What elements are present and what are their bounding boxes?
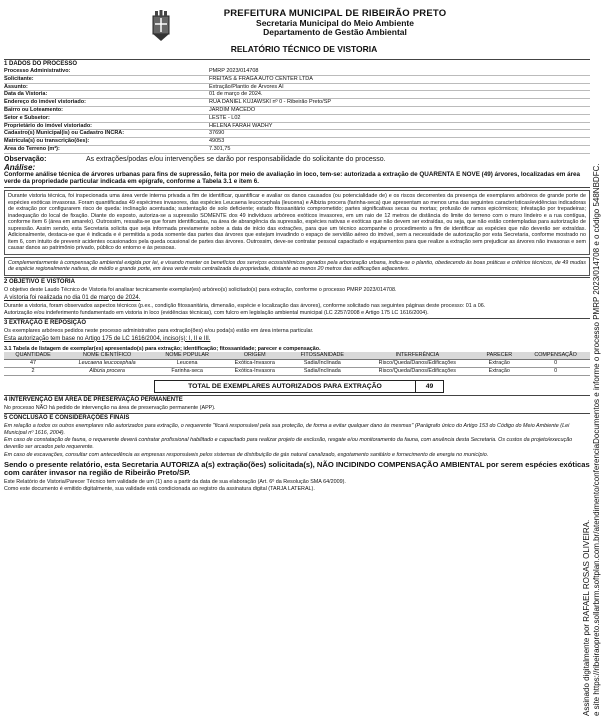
section-2-text-2: Durante a vistoria, foram observados aspectos técnicos (p.ex., condição fitossanitária, dimensão, espécie e localização das árvores), conforme solicitado nas seguintes páginas deste processo: 01 a 06. xyxy=(4,302,486,309)
digital-signature-stamp xyxy=(582,16,602,716)
table-cell: Leucena xyxy=(152,360,222,368)
table-cell: Sadia/Inclinada xyxy=(287,368,357,376)
section-3-text-1: Os exemplares arbóreos pedidos neste processo administrativo para extração(ões) e/ou poda(s) estão em área interna particular. xyxy=(4,327,314,334)
process-field-label: Data da Vistoria: xyxy=(4,91,48,98)
total-row xyxy=(154,380,590,393)
process-field-label: Bairro ou Loteamento: xyxy=(4,106,63,113)
process-field-row xyxy=(4,130,590,138)
table-column-header: FITOSSANIDADE xyxy=(287,352,357,360)
process-field-row xyxy=(4,84,590,92)
table-column-header: INTERFERÊNCIA xyxy=(357,352,477,360)
table-cell: Leucaena leucocephala xyxy=(62,360,152,368)
table-cell: Albizia procera xyxy=(62,368,152,376)
process-field-row xyxy=(4,107,590,115)
section-1-title: 1 DADOS DO PROCESSO xyxy=(4,59,590,68)
process-field-value: RUA DANIEL KUJAWSKI nº 0 - Ribeirão Preto/SP xyxy=(209,99,332,106)
table-cell: Extração xyxy=(477,368,521,376)
process-field-label: Processo Administrativo: xyxy=(4,68,71,74)
table-title: 3.1 Tabela de listagem de exemplar(es) apresentado(s) para extração; identificação; fitossanidade; parecer e compensação. xyxy=(4,345,321,352)
process-field-value: 49053 xyxy=(209,138,225,145)
header-line-1: PREFEITURA MUNICIPAL DE RIBEIRÃO PRETO xyxy=(223,8,447,19)
process-field-value: 7.301,75 xyxy=(209,145,231,152)
section-3-underlined: Esta autorização tem base no Artigo 175 de LC 1616/2004, inciso(s): I, II e III. xyxy=(4,335,211,342)
table-cell: Extração xyxy=(477,360,521,368)
table-cell: Risco/Queda/Danos/Edificações xyxy=(357,360,477,368)
signature-line-1: Assinado digitalmente por RAFAEL ROSAS OLIVEIRA. xyxy=(582,519,591,716)
header-line-2: Secretaria Municipal do Meio Ambiente xyxy=(256,18,414,28)
table-row xyxy=(4,360,590,368)
process-field-label: Proprietário do imóvel vistoriado: xyxy=(4,122,93,129)
table-column-header: PARECER xyxy=(477,352,521,360)
section-5-title: 5 CONCLUSÃO E CONSIDERAÇÕES FINAIS xyxy=(4,413,590,422)
table-column-header: ORIGEM xyxy=(222,352,287,360)
process-field-value: FREITAS & FRAGA AUTO CENTER LTDA xyxy=(209,75,313,82)
section-5-text-3: Em caso de escavações, consultar com antecedência as empresas responsáveis pelos sistemas de distribuição de gás natural canalizado, esgotamento sanitário e fornecimento de energia no município. xyxy=(4,451,489,458)
section-2-text-1: O objetivo deste Laudo Técnico de Vistoria foi analisar tecnicamente exemplar(es) arbóreo(s) solicitado(s) para extração, conforme o processo PMRP 2023/014708. xyxy=(4,286,397,293)
total-label: TOTAL DE EXEMPLARES AUTORIZADOS PARA EXTRAÇÃO xyxy=(154,380,416,393)
section-2-title: 2 OBJETIVO E VISTORIA xyxy=(4,277,590,286)
observation-text: As extrações/podas e/ou intervenções se darão por responsabilidade do solicitante do processo. xyxy=(86,155,386,163)
table-cell: Risco/Queda/Danos/Edificações xyxy=(357,368,477,376)
section-2-text-3: Autorização e/ou indeferimento fundamentado em vistoria in loco (evidências técnicas), com fulcro em legislação ambiental municipal (LC 2257/2008 e Artigo 175 LC 1616/2004). xyxy=(4,310,429,317)
process-field-row xyxy=(4,146,590,154)
process-field-value: Extração/Plantio de Árvores AI xyxy=(209,83,284,90)
table-column-header: COMPENSAÇÃO xyxy=(521,352,590,360)
process-field-value: HELENA FARAH WADHY xyxy=(209,122,273,129)
table-cell: 0 xyxy=(521,360,590,368)
process-field-label: Cadastro(s) Municipal(is) ou Cadastro INCRA: xyxy=(4,130,125,137)
process-field-value: 37690 xyxy=(209,130,225,137)
section-5-text-1: Em relação a todos os outros exemplares não autorizados para extração, o requerente "ficará responsável pela sua proteção, de forma a evitar qualquer dano às mesmas" (Parágrafo único do Artigo 153 do Código do Meio Ambiente (Lei Municipal nº 1616, 2004). xyxy=(4,423,570,436)
table-cell: Exótica-Invasora xyxy=(222,360,287,368)
table-row xyxy=(4,368,590,376)
process-field-label: Solicitante: xyxy=(4,75,34,82)
observation xyxy=(4,156,590,163)
section-5-text-4: Este Relatório de Vistoria/Parecer Técnico tem validade de um (1) ano a partir da data de sua elaboração (Art. 6º da Resolução SMA 64/2009). xyxy=(4,478,346,485)
process-data-list xyxy=(4,68,590,154)
total-value: 49 xyxy=(416,380,444,393)
process-field-value: 01 de março de 2024. xyxy=(209,91,263,98)
document-content xyxy=(4,58,590,493)
process-field-value: LESTE - L02 xyxy=(209,114,241,121)
process-field-label: Assunto: xyxy=(4,83,28,90)
section-4-text: No processo NÃO há pedido de intervenção na área de preservação permanente (APP). xyxy=(4,405,216,412)
process-field-row xyxy=(4,76,590,84)
section-5-text-2: Em caso de constatação de fauna, o requerente deverá contratar profissional habilitado e capacitado para realizar projeto de exclusão, resgate e/ou monitoramento da fauna, com anuência desta Secretaria. Os custos da projeto/execução deverão ser arcados pelo requerente. xyxy=(4,437,573,451)
process-field-label: Endereço do imóvel vistoriado: xyxy=(4,99,86,106)
table-column-header: NOME CIENTÍFICO xyxy=(62,352,152,360)
document-title: RELATÓRIO TÉCNICO DE VISTORIA xyxy=(230,44,378,54)
table-cell: Exótica-Invasora xyxy=(222,368,287,376)
analysis-label: Análise: xyxy=(4,162,36,172)
section-3-title: 3 EXTRAÇÃO E REPOSIÇÃO xyxy=(4,318,590,327)
signature-line-2: e site https://ribeiraopreto.sollarbrm.softplan.com.br/atendimento/conferenciaDocumentos e informe o processo PMRP 2023/014708 e o código 548NBDFC. xyxy=(592,163,601,716)
process-field-label: Área do Terreno (m²): xyxy=(4,145,60,152)
table-cell: 0 xyxy=(521,368,590,376)
table-column-header: NOME POPULAR xyxy=(152,352,222,360)
process-field-value: PMRP 2023/014708 xyxy=(209,68,259,74)
process-field-value: JARDIM MACEDO xyxy=(209,106,256,113)
compensation-box: Complementarmente à compensação ambiental exigida por lei, e visando manter os benefícios dos serviços ecossistêmicos gerados pela arborização urbana, indica-se o plantio, obedecendo às boas práticas e critérios técnicos, de 49 mudas de espécie regionalmente nativas, de médio e grande porte, em área verde mais centralizada da propriedade, distante ao menos 20 metros das edificações adjacentes. xyxy=(4,257,590,276)
table-cell: Sadia/Inclinada xyxy=(287,360,357,368)
observation-label: Observação: xyxy=(4,155,47,163)
process-field-row xyxy=(4,123,590,131)
header-line-3: Departamento de Gestão Ambiental xyxy=(263,27,407,37)
table-cell: 47 xyxy=(4,360,62,368)
section-2-underlined: A vistoria foi realizada no dia 01 de março de 2024. xyxy=(4,294,141,301)
species-table xyxy=(4,352,590,376)
process-field-row xyxy=(4,68,590,76)
process-field-label: Setor e Subsetor: xyxy=(4,114,50,121)
table-body xyxy=(4,360,590,376)
process-field-row xyxy=(4,99,590,107)
section-4-title: 4 INTERVENÇÃO EM ÁREA DE PRESERVAÇÃO PERMANENTE xyxy=(4,395,590,404)
process-field-row xyxy=(4,115,590,123)
final-decision: Sendo o presente relatório, esta Secretaria AUTORIZA a(s) extração(ões) solicitada(s), NÃO INCIDINDO COMPENSAÇÃO AMBIENTAL por serem espécies exóticas com caráter invasor na região de Ribeirão Preto/SP. xyxy=(4,459,590,478)
process-field-label: Matrícula(s) ou transcrição(ões): xyxy=(4,138,90,145)
process-field-row xyxy=(4,138,590,146)
table-column-header: QUANTIDADE xyxy=(4,352,62,360)
table-cell: Farinha-seca xyxy=(152,368,222,376)
inspection-details-box: Durante vistoria técnica, foi inspecionada uma área verde interna privada a fim de identificar, quantificar e avaliar os danos causados (ou potencialidade de) e os riscos decorrentes da presença de exemplares arbóreos de grande porte de espécies exóticas invasoras. Foram quantificadas 49 espécimes invasores, das espécies Leucaena leucocephala (leucena) e Albizia procera (farinha-seca) que apresentam ao menos uma das seguintes características/evidências indicadoras de extração por configurarem risco de queda: inclinação acentuada; sustentação de solo deficiente; estado fitossanitário comprometido; partes significativas secas ou mortas; profusão de ramos epicórmicos; infestação por trepadeiras; inadequação do local de fixação. Diante do exposto, autoriza-se a supressão SOMENTE dos 49 indivíduos arbóreos exóticos invasores, em um raio de 12 metros de distância do limite do terreno com o muro lindeiro e a rua contígua, conforme item 6 (área em amarelo). Outrossim, ressalta-se que foram identificadas, na área de abrangência da supressão, espécies nativas e exóticas que não devem ser extraídas, ou seja, que não estão contempladas para autorização de supressão. Assim sendo, esta Secretaria solicita que seja informada previamente sobre a data de início das extrações, para que um técnico acompanhe o procedimento a fim de identificar as espécies que não deverão ser extraídas. Adicionalmente, destaca-se que é indicada e é permitida a poda somente das partes das árvores que estejam invadindo o espaço de servidão aéreo do imóvel, sem a necessidade de autorização por esta Secretaria, conforme mostrado no item 6, com intuito de prevenir acidentes ocasionados pela queda ocasional de partes das árvores. Outrossim, deve-se contratar pessoal capacitado e equipamentos para que realize a extração sem prejudicar as árvores não invasoras e sem causar danos ao patrimônio privado, público do entorno e às pessoas. xyxy=(4,190,590,255)
coat-of-arms-icon xyxy=(150,10,172,42)
table-header-row xyxy=(4,352,590,360)
section-5-text-5: Como este documento é emitido digitalmente, sua validade está condicionada ao registro da assinatura digital (TARJA LATERAL). xyxy=(4,486,315,493)
analysis-conclusion: Conforme análise técnica de árvores urbanas para fins de supressão, feita por meio de avaliação in loco, tem-se: autorizada a extração de QUARENTA E NOVE (49) árvores, localizadas em área verde da propriedade particular indicada em epígrafe, conforme a Tabela 3.1 e item 6. xyxy=(4,171,590,189)
table-cell: 2 xyxy=(4,368,62,376)
